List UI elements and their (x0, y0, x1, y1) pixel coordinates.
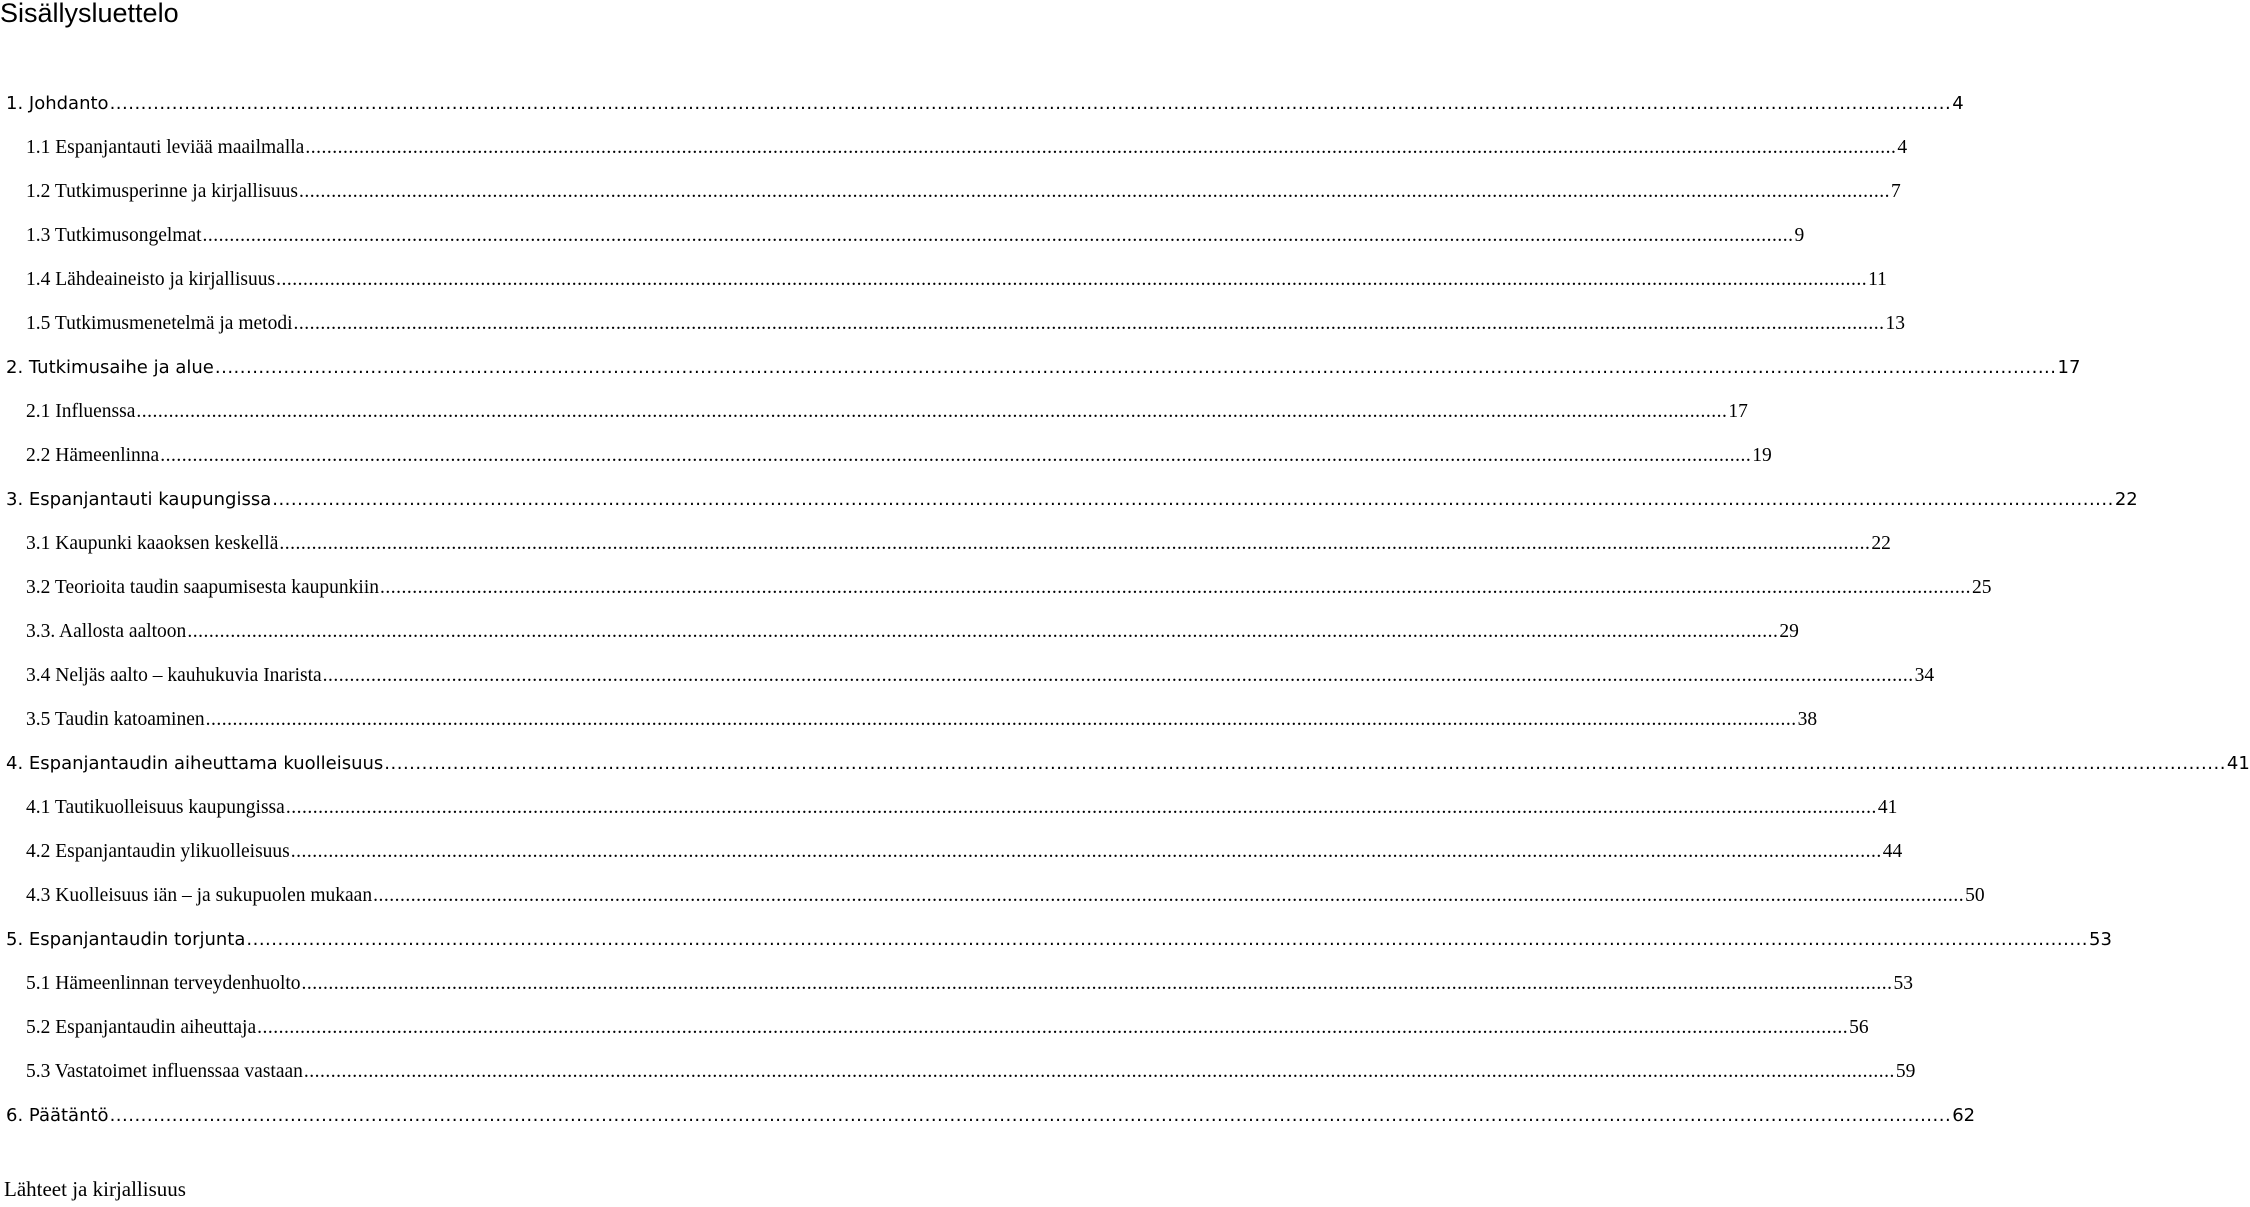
toc-entry[interactable] (26, 221, 1805, 251)
dot-leader (187, 617, 1778, 647)
toc-entry[interactable] (26, 661, 1935, 691)
toc-entry[interactable] (26, 881, 1985, 911)
toc-entry[interactable] (6, 353, 2081, 383)
toc-entry-title: 6. Päätäntö (6, 1105, 109, 1126)
toc-entry-title: 5.2 Espanjantaudin aiheuttaja (26, 1017, 257, 1038)
toc-entry-title: 2.2 Hämeenlinna (26, 445, 160, 466)
toc-entry-page: 9 (1794, 225, 1805, 246)
toc-entry[interactable] (6, 1101, 1976, 1131)
toc-entry-title: 5.1 Hämeenlinnan terveydenhuolto (26, 973, 301, 994)
toc-entry-title: 3.1 Kaupunki kaaoksen keskellä (26, 533, 279, 554)
toc-entry[interactable] (26, 441, 1772, 471)
dot-leader (279, 529, 1870, 559)
toc-entry[interactable] (26, 1057, 1916, 1087)
toc-entry-page: 59 (1895, 1061, 1916, 1082)
toc-entry-page: 25 (1972, 577, 1992, 598)
toc-entry[interactable] (6, 749, 2250, 779)
toc-entry-page: 17 (2057, 357, 2081, 378)
dot-leader (294, 309, 1885, 339)
dot-leader (206, 705, 1797, 735)
toc-entry[interactable] (26, 617, 1799, 647)
toc-entry-title: 3.3. Aallosta aaltoon (26, 621, 187, 642)
dot-leader (160, 441, 1751, 471)
dot-leader (373, 881, 1964, 911)
toc-entry[interactable] (26, 573, 1992, 603)
toc-entry[interactable] (26, 1013, 1869, 1043)
toc-entry[interactable] (26, 837, 1903, 867)
dot-leader (380, 573, 1971, 603)
references-heading: Lähteet ja kirjallisuus (4, 1177, 186, 1201)
toc-entry[interactable] (26, 397, 1748, 427)
toc-entry-page: 56 (1849, 1017, 1869, 1038)
dot-leader (302, 969, 1893, 999)
toc-entry-title: 1.4 Lähdeaineisto ja kirjallisuus (26, 269, 276, 290)
toc-entry-page: 22 (2114, 489, 2138, 510)
dot-leader (304, 1057, 1895, 1087)
toc-entry[interactable] (6, 925, 2112, 955)
toc-entry-page: 41 (1877, 797, 1898, 818)
toc-entry-page: 29 (1779, 621, 1799, 642)
toc-entry-page: 13 (1885, 313, 1905, 334)
toc-entry[interactable] (26, 969, 1914, 999)
dot-leader (203, 221, 1794, 251)
toc-entry-title: 4.3 Kuolleisuus iän – ja sukupuolen mukaan (26, 885, 373, 906)
toc-entry-page: 50 (1965, 885, 1985, 906)
toc-entry-title: 1. Johdanto (6, 93, 109, 114)
toc-entry-title: 3. Espanjantauti kaupungissa (6, 489, 272, 510)
toc-entry-page: 4 (1897, 137, 1908, 158)
dot-leader (136, 397, 1727, 427)
toc-entry-page: 11 (1868, 269, 1887, 290)
toc-entry-title: 1.3 Tutkimusongelmat (26, 225, 202, 246)
toc-entry-page: 44 (1882, 841, 1903, 862)
toc-entry-page: 4 (1952, 93, 1964, 114)
dot-leader (215, 353, 2057, 383)
toc-entry-page: 19 (1752, 445, 1772, 466)
toc-entry[interactable] (26, 705, 1818, 735)
dot-leader (291, 837, 1882, 867)
toc-entry-title: 4.1 Tautikuolleisuus kaupungissa (26, 797, 285, 818)
toc-entry-page: 41 (2226, 753, 2250, 774)
toc-entry-title: 5. Espanjantaudin torjunta (6, 929, 246, 950)
dot-leader (110, 89, 1952, 119)
dot-leader (110, 1101, 1952, 1131)
dot-leader (323, 661, 1914, 691)
toc-entry-page: 22 (1871, 533, 1891, 554)
toc-entry-page: 7 (1890, 181, 1901, 202)
dot-leader (286, 793, 1877, 823)
dot-leader (305, 133, 1896, 163)
toc-entry-title: 2. Tutkimusaihe ja alue (6, 357, 214, 378)
toc-entry-title: 2.1 Influenssa (26, 401, 136, 422)
dot-leader (272, 485, 2114, 515)
toc-entry-title: 1.5 Tutkimusmenetelmä ja metodi (26, 313, 293, 334)
dot-leader (257, 1013, 1848, 1043)
toc-entry-page: 17 (1728, 401, 1748, 422)
toc-entry[interactable] (6, 89, 1964, 119)
toc-entry[interactable] (26, 529, 1891, 559)
toc-entry-title: 1.2 Tutkimusperinne ja kirjallisuus (26, 181, 298, 202)
toc-entry-title: 3.2 Teorioita taudin saapumisesta kaupunkiin (26, 577, 379, 598)
dot-leader (246, 925, 2088, 955)
toc-entry-page: 34 (1914, 665, 1935, 686)
toc-entry-page: 53 (1893, 973, 1914, 994)
toc-entry-title: 4.2 Espanjantaudin ylikuolleisuus (26, 841, 290, 862)
toc-entry[interactable] (26, 177, 1901, 207)
page-title: Sisällysluettelo (0, 0, 179, 28)
toc-entry-page: 38 (1797, 709, 1818, 730)
toc-entry[interactable] (6, 485, 2138, 515)
toc-entry-title: 4. Espanjantaudin aiheuttama kuolleisuus (6, 753, 384, 774)
toc-entry[interactable] (26, 309, 1905, 339)
toc-entry[interactable] (26, 265, 1887, 295)
toc-entry-title: 1.1 Espanjantauti leviää maailmalla (26, 137, 305, 158)
toc-entry-page: 62 (1952, 1105, 1976, 1126)
toc-entry-title: 3.5 Taudin katoaminen (26, 709, 205, 730)
toc-entry[interactable] (26, 793, 1898, 823)
dot-leader (276, 265, 1867, 295)
toc-entry-title: 3.4 Neljäs aalto – kauhukuvia Inarista (26, 665, 322, 686)
dot-leader (384, 749, 2226, 779)
toc-entry[interactable] (26, 133, 1908, 163)
toc-entry-title: 5.3 Vastatoimet influenssaa vastaan (26, 1061, 303, 1082)
dot-leader (299, 177, 1890, 207)
toc-entry-page: 53 (2089, 929, 2112, 950)
